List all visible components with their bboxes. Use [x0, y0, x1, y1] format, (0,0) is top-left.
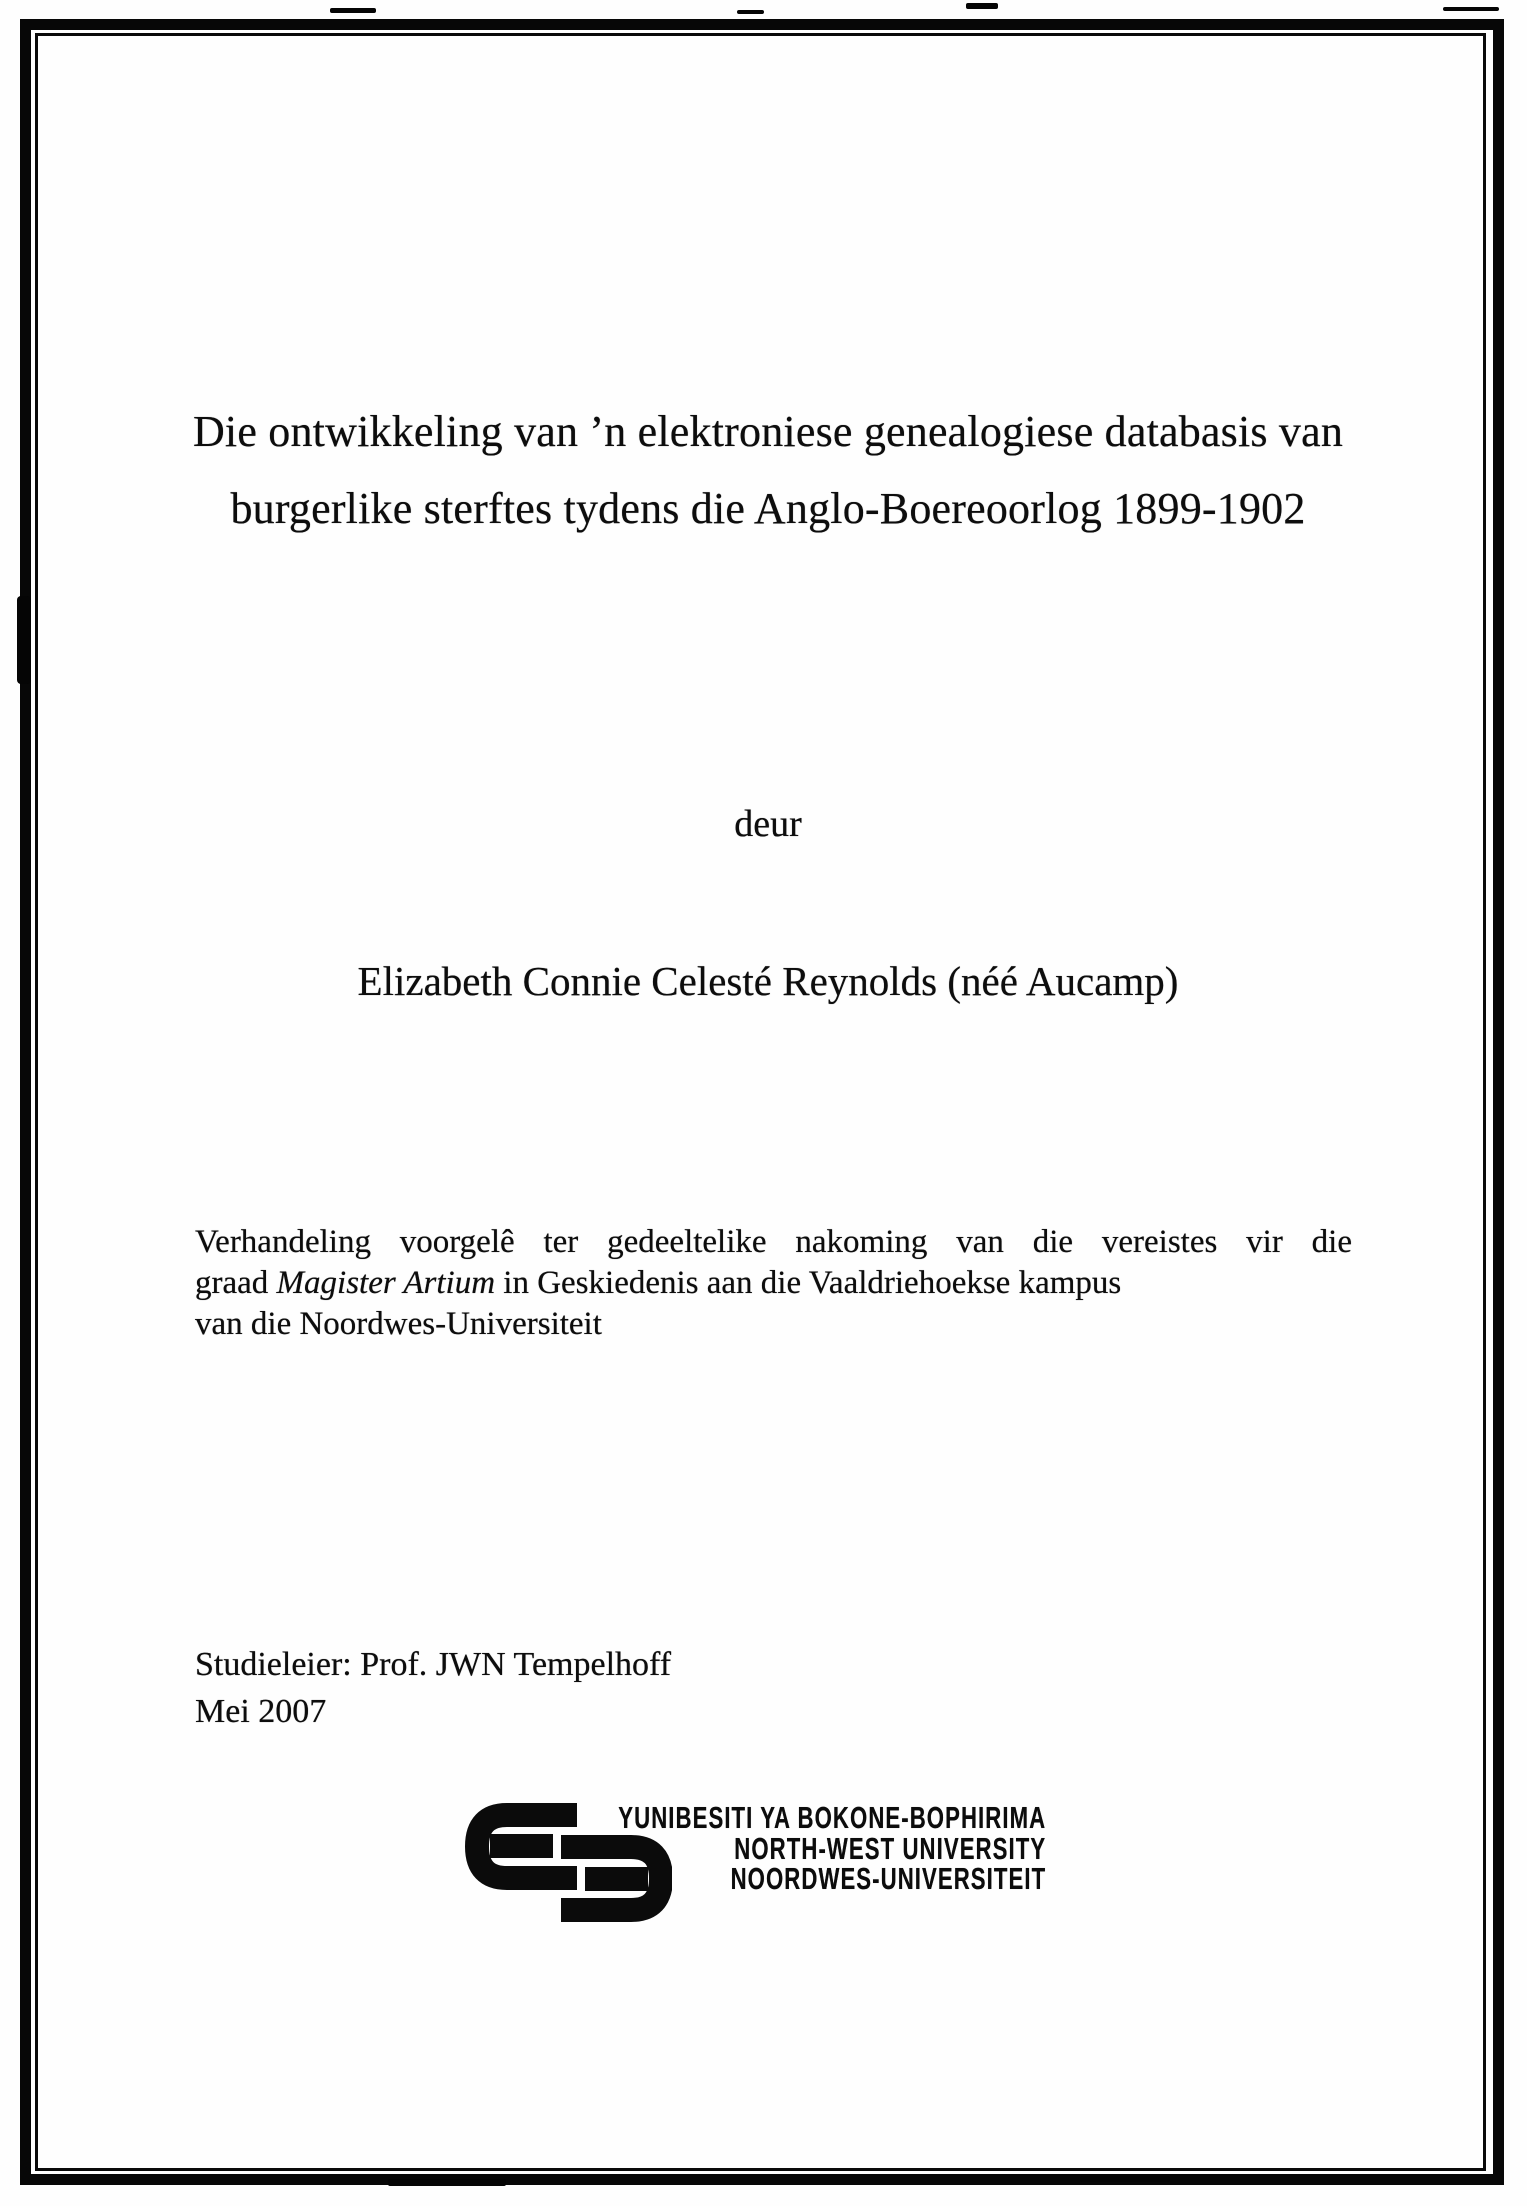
degree-statement-line1: Verhandeling voorgelê ter gedeeltelike nakoming van die vereistes vir die — [195, 1224, 1352, 1260]
scan-noise — [17, 596, 31, 684]
author-name: Elizabeth Connie Celesté Reynolds (néé Aucamp) — [357, 958, 1179, 1004]
degree-statement-line2-prefix: graad — [195, 1265, 277, 1301]
scan-noise — [1080, 2176, 1170, 2182]
logo-line-setswana: YUNIBESITI YA BOKONE-BOPHIRIMA — [618, 1800, 1047, 1835]
degree-statement — [195, 1222, 1352, 1345]
thesis-title-line1: Die ontwikkeling van ’n elektroniese genealogiese databasis van — [192, 407, 1344, 456]
degree-statement-line2-suffix: in Geskiedenis aan die Vaaldriehoekse kampus — [495, 1265, 1122, 1301]
scan-noise — [966, 3, 998, 9]
supervisor-block — [195, 1641, 1095, 1735]
scan-noise — [1443, 7, 1499, 11]
date-line: Mei 2007 — [195, 1693, 327, 1730]
supervisor-line: Studieleier: Prof. JWN Tempelhoff — [195, 1646, 672, 1683]
thesis-title-line2: burgerlike sterftes tydens die Anglo-Boereoorlog 1899-1902 — [230, 484, 1306, 533]
scan-noise — [737, 10, 764, 14]
scan-noise — [388, 2179, 506, 2186]
nwu-logo-wordmark — [560, 1800, 1047, 1896]
degree-statement-line3: van die Noordwes-Universiteit — [195, 1306, 602, 1342]
degree-name-italic: Magister Artium — [276, 1265, 496, 1301]
logo-line-english: NORTH-WEST UNIVERSITY — [734, 1830, 1047, 1866]
thesis-title — [188, 393, 1348, 547]
logo-line-afrikaans: NOORDWES-UNIVERSITEIT — [730, 1861, 1047, 1896]
degree-statement-line2 — [195, 1263, 1352, 1304]
scan-noise — [330, 8, 376, 13]
byline-label: deur — [734, 803, 802, 845]
